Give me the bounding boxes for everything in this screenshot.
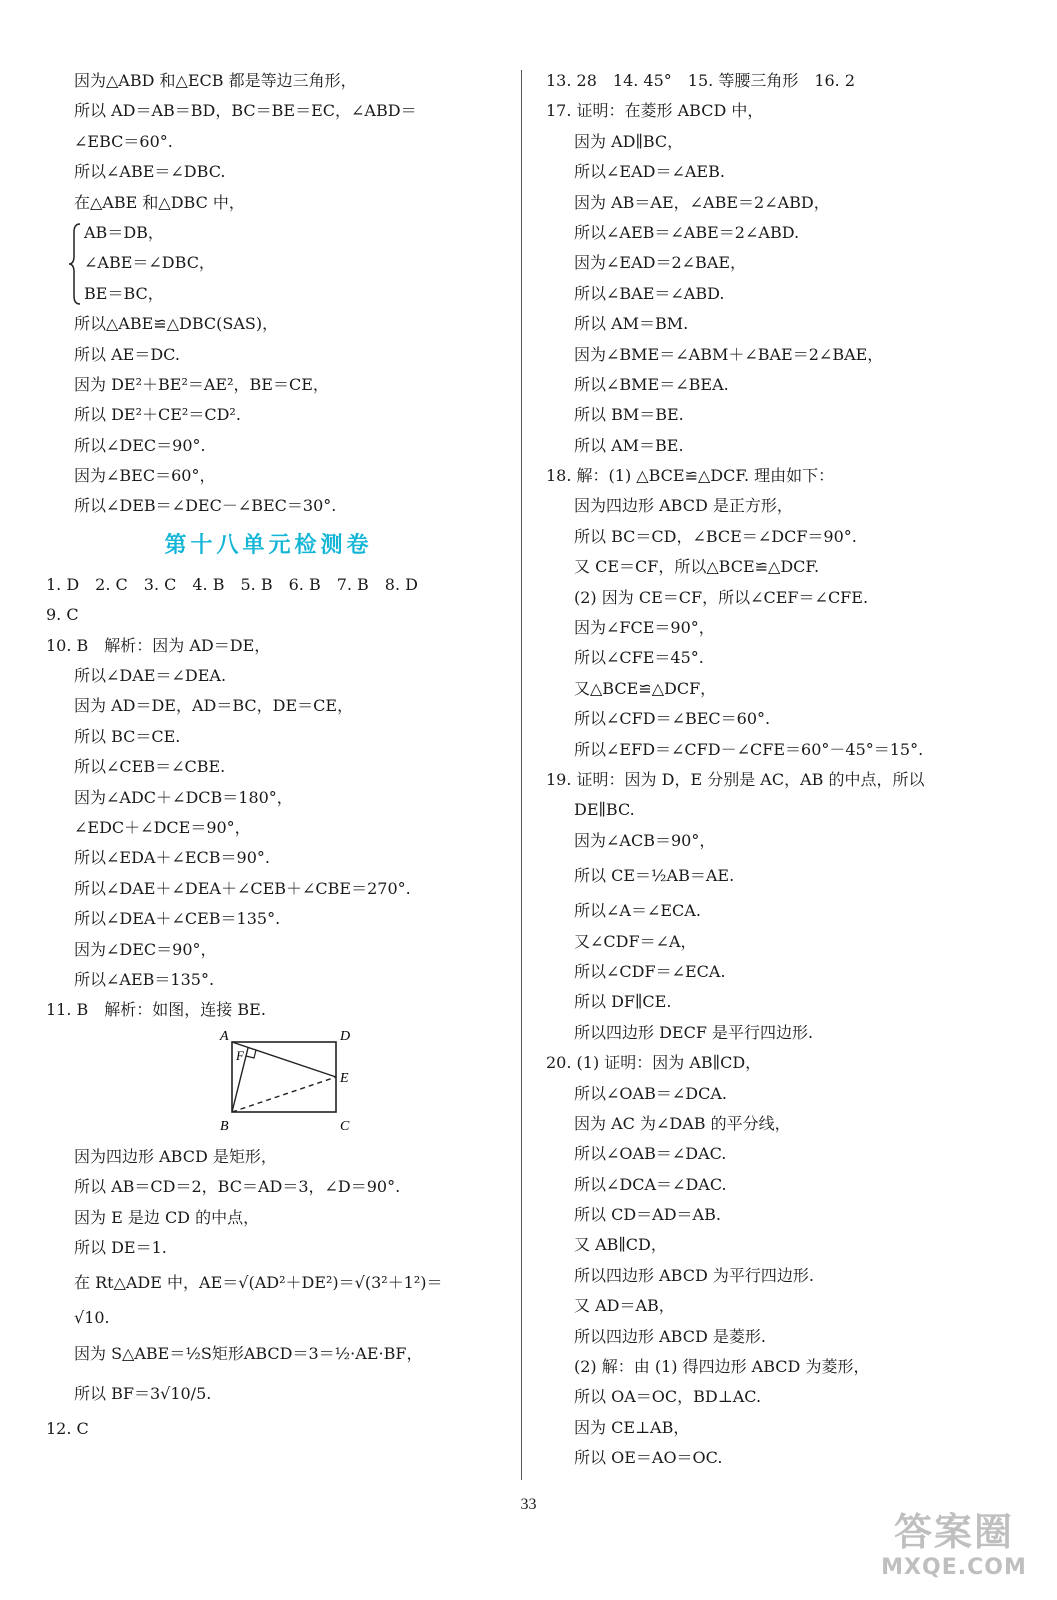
text-line: 又∠CDF＝∠A，	[574, 931, 697, 951]
text-line: 9. C	[46, 605, 79, 625]
left-column	[46, 66, 491, 1444]
text-line: 所以∠CDF＝∠ECA.	[574, 961, 726, 981]
text-line: 所以∠EDA＋∠ECB＝90°.	[74, 848, 271, 868]
text-line: 所以 BC＝CE.	[74, 726, 181, 746]
text-line: 所以∠BAE＝∠ABD.	[574, 283, 725, 303]
text-line: 所以△ABE≌△DBC(SAS)，	[74, 314, 279, 334]
text-line: 在 Rt△ADE 中，AE＝√(AD²＋DE²)＝√(3²＋1²)＝	[74, 1273, 443, 1293]
text-line: 所以四边形 DECF 是平行四边形.	[574, 1022, 814, 1042]
text-line: 所以 AM＝BE.	[574, 435, 684, 455]
text-line: 所以 DF∥CE.	[574, 992, 672, 1012]
text-line: 20. (1) 证明：因为 AB∥CD，	[546, 1053, 762, 1073]
text-line: 17. 证明：在菱形 ABCD 中，	[546, 101, 764, 121]
page-number: 33	[520, 1496, 537, 1513]
right-column	[546, 66, 1016, 1474]
text-line: 所以 DE＝1.	[74, 1237, 167, 1257]
text-line: 所以 DE²＋CE²＝CD².	[74, 405, 241, 425]
text-line: 所以∠AEB＝135°.	[74, 969, 215, 989]
text-line: 又 AB∥CD，	[574, 1235, 667, 1255]
text-line: 所以 AE＝DC.	[74, 344, 180, 364]
text-line: 所以 OA＝OC，BD⊥AC.	[574, 1387, 762, 1407]
text-line: 因为 AD∥BC，	[574, 131, 684, 151]
text-line: 又△BCE≌△DCF，	[574, 678, 717, 698]
text-line: 所以 AB＝CD＝2，BC＝AD＝3，∠D＝90°.	[74, 1177, 401, 1197]
text-line: 因为 DE²＋BE²＝AE²，BE＝CE，	[74, 374, 329, 394]
text-line: ∠EBC＝60°.	[74, 131, 173, 151]
text-line: 又 AD＝AB，	[574, 1296, 675, 1316]
text-line: 所以∠DAE＋∠DEA＋∠CEB＋∠CBE＝270°.	[74, 878, 411, 898]
text-line: 所以∠DEC＝90°.	[74, 435, 206, 455]
text-line: 所以∠DAE＝∠DEA.	[74, 666, 227, 686]
text-line: 所以∠BME＝∠BEA.	[574, 374, 729, 394]
text-line: 所以四边形 ABCD 为平行四边形.	[574, 1265, 814, 1285]
text-line: 因为∠BEC＝60°，	[74, 466, 216, 486]
text-line: 因为∠DEC＝90°，	[74, 939, 217, 959]
text-line: 因为∠ADC＋∠DCB＝180°，	[74, 787, 293, 807]
text-line: √10.	[74, 1308, 110, 1328]
text-line: 13. 28 14. 45° 15. 等腰三角形 16. 2	[546, 71, 856, 90]
text-line: 因为 CE⊥AB，	[574, 1417, 690, 1437]
text-line: 因为 AB＝AE，∠ABE＝2∠ABD，	[574, 192, 830, 212]
text-line: 所以 AD＝AB＝BD，BC＝BE＝EC，∠ABD＝	[74, 101, 417, 121]
watermark-logo	[869, 1510, 1039, 1586]
watermark-text: 答案圈	[893, 1510, 1014, 1554]
text-line: 在△ABE 和△DBC 中，	[74, 192, 245, 212]
watermark-url: MXQE.COM	[881, 1555, 1027, 1580]
label-f: F	[236, 1047, 244, 1063]
text-line: 因为四边形 ABCD 是正方形，	[574, 496, 793, 516]
label-b: B	[220, 1118, 229, 1134]
label-e: E	[340, 1070, 349, 1086]
text-line: 因为△ABD 和△ECB 都是等边三角形，	[74, 71, 357, 90]
text-line: 10. B 解析：因为 AD＝DE，	[46, 635, 271, 655]
text-line: 因为四边形 ABCD 是矩形，	[74, 1146, 277, 1166]
text-line: 所以∠ABE＝∠DBC.	[74, 162, 226, 182]
text-line: 所以∠AEB＝∠ABE＝2∠ABD.	[574, 222, 800, 242]
text-line: 所以∠DEB＝∠DEC－∠BEC＝30°.	[74, 496, 337, 516]
text-line: 所以∠OAB＝∠DAC.	[574, 1144, 727, 1164]
text-line: BE＝BC，	[84, 283, 164, 303]
text-line: 因为∠ACB＝90°，	[574, 830, 716, 850]
text-line: 所以 CD＝AD＝AB.	[574, 1205, 721, 1225]
text-line: 11. B 解析：如图，连接 BE.	[46, 1000, 266, 1020]
text-line: 因为∠BME＝∠ABM＋∠BAE＝2∠BAE，	[574, 344, 884, 364]
text-line: 因为∠EAD＝2∠BAE，	[574, 253, 747, 273]
text-line: 所以∠EFD＝∠CFD－∠CFE＝60°－45°＝15°.	[574, 739, 924, 759]
text-line: 所以∠DCA＝∠DAC.	[574, 1174, 727, 1194]
text-line: 1. D 2. C 3. C 4. B 5. B 6. B 7. B 8. D	[46, 574, 418, 594]
text-line: AB＝DB，	[46, 218, 491, 248]
text-line: 所以∠CEB＝∠CBE.	[74, 757, 226, 777]
text-line: 又 CE＝CF，所以△BCE≌△DCF.	[574, 557, 820, 577]
text-line: ∠ABE＝∠DBC，	[84, 253, 215, 273]
text-line: 因为 S△ABE＝½S矩形ABCD＝3＝½·AE·BF，	[74, 1343, 423, 1363]
label-d: D	[340, 1028, 351, 1044]
text-line: 所以 BM＝BE.	[574, 405, 684, 425]
text-line: 所以∠A＝∠ECA.	[574, 901, 701, 921]
text-line: 所以 OE＝AO＝OC.	[574, 1448, 723, 1468]
text-line: 所以 BC＝CD，∠BCE＝∠DCF＝90°.	[574, 526, 857, 546]
rectangle-diagram	[216, 1026, 366, 1138]
text-line: 因为 AD＝DE，AD＝BC，DE＝CE，	[74, 696, 354, 716]
text-line: 所以∠DEA＋∠CEB＝135°.	[74, 909, 281, 929]
label-c: C	[340, 1118, 350, 1134]
column-divider	[521, 70, 522, 1480]
rectangle-figure	[46, 1026, 491, 1142]
text-line: (2) 因为 CE＝CF，所以∠CEF＝∠CFE.	[574, 587, 869, 607]
text-line: ∠EDC＋∠DCE＝90°，	[74, 817, 251, 837]
text-line: 因为∠FCE＝90°，	[574, 618, 715, 638]
left-brace-icon	[68, 222, 82, 306]
text-line: 所以∠CFD＝∠BEC＝60°.	[574, 709, 771, 729]
section-heading: 第十八单元检测卷	[164, 532, 373, 558]
text-line: 因为 AC 为∠DAB 的平分线，	[574, 1113, 791, 1133]
text-line: 因为 E 是边 CD 的中点，	[74, 1207, 260, 1227]
text-line: 所以 AM＝BM.	[574, 314, 689, 334]
text-line: 18. 解：(1) △BCE≌△DCF. 理由如下：	[546, 466, 835, 486]
text-line: DE∥BC.	[574, 800, 635, 820]
text-line: (2) 解：由 (1) 得四边形 ABCD 为菱形，	[574, 1357, 870, 1377]
label-a: A	[220, 1028, 229, 1044]
text-line: 所以∠CFE＝45°.	[574, 648, 704, 668]
text-line: 所以∠EAD＝∠AEB.	[574, 162, 725, 182]
text-line: 所以 CE＝½AB＝AE.	[574, 866, 735, 886]
text-line: 所以四边形 ABCD 是菱形.	[574, 1326, 766, 1346]
text-line: 12. C	[46, 1418, 89, 1438]
text-line: 所以 BF＝3√10/5.	[74, 1383, 212, 1403]
text-line: 19. 证明：因为 D，E 分别是 AC，AB 的中点，所以	[546, 769, 925, 789]
text-line: 所以∠OAB＝∠DCA.	[574, 1083, 727, 1103]
